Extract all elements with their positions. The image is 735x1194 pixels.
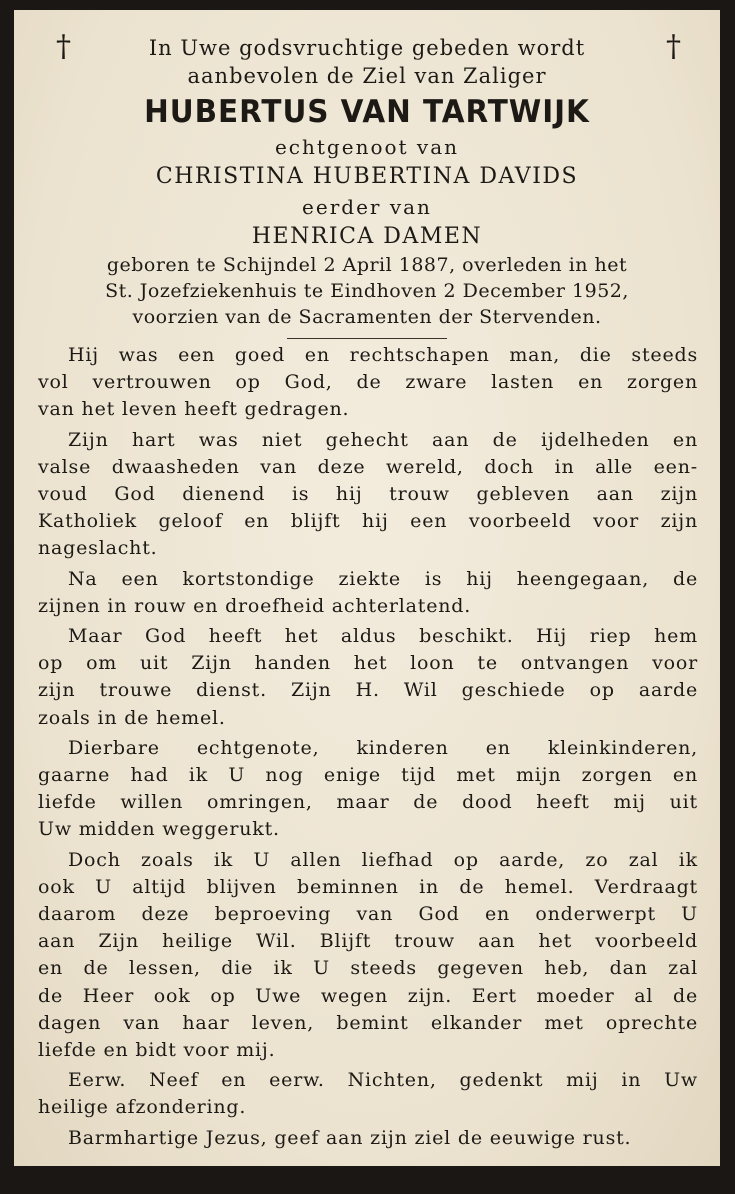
spouse-name: CHRISTINA HUBERTINA DAVIDS: [155, 164, 579, 189]
text-line: en de lessen, die ik U steeds gegeven heb, dan zal: [38, 957, 698, 980]
divider: [287, 338, 447, 339]
cross-left-icon: †: [56, 29, 71, 64]
text-line: Hij was een goed en rechtschapen man, die steeds: [68, 344, 698, 366]
text-line: heilige afzondering.: [38, 1096, 247, 1119]
intro-line: aanbevolen de Ziel van Zaliger: [187, 64, 547, 88]
intro-line: In Uwe godsvruchtige gebeden wordt: [148, 36, 586, 60]
spouse-label: echtgenoot van: [274, 135, 460, 159]
text-line: Dierbare echtgenote, kinderen en kleinkinderen,: [68, 736, 698, 759]
text-line: Katholiek geloof en blijft hij een voorbeeld voor zijn: [38, 510, 698, 533]
text-line: zijn trouwe dienst. Zijn H. Wil geschiede op aarde: [38, 679, 698, 702]
deceased-name: HUBERTUS VAN TARTWIJK: [144, 94, 590, 130]
text-line: liefde willen omringen, maar de dood heeft mij uit: [38, 791, 698, 814]
paragraph: [38, 1125, 698, 1152]
text-line: vol vertrouwen op God, de zware lasten en zorgen: [38, 371, 698, 394]
paragraph: [38, 735, 698, 844]
text-line: voud God dienend is hij trouw gebleven aan zijn: [38, 483, 698, 506]
text-line: zijnen in rouw en droefheid achterlatend.: [38, 594, 472, 617]
cross-right-icon: †: [666, 29, 681, 64]
text-line: zoals in de hemel.: [38, 706, 226, 729]
card-header: [14, 29, 720, 339]
text-line: dagen van haar leven, bemint elkander met oprechte: [38, 1011, 698, 1034]
closing-prayer: Barmhartige Jezus, geef aan zijn ziel de eeuwige rust.: [68, 1126, 632, 1149]
text-line: daarom deze beproeving van God en onderwerpt U: [38, 903, 698, 926]
text-line: gaarne had ik U nog enige tijd met mijn zorgen en: [38, 764, 698, 787]
former-spouse-label: eerder van: [302, 195, 432, 219]
text-line: Uw midden weggerukt.: [38, 818, 280, 841]
sacraments-line: voorzien van de Sacramenten der Stervenden.: [132, 306, 602, 328]
text-line: nageslacht.: [38, 537, 158, 560]
text-line: Zijn hart was niet gehecht aan de ijdelheden en: [68, 428, 698, 451]
memorial-card: [14, 10, 720, 1166]
text-line: ook U altijd blijven beminnen in de hemel. Verdraagt: [38, 875, 698, 898]
text-line: Maar God heeft het aldus beschikt. Hij riep hem: [68, 625, 698, 648]
text-line: liefde en bidt voor mij.: [38, 1039, 276, 1062]
former-spouse-name: HENRICA DAMEN: [251, 224, 483, 249]
birth-death-line: geboren te Schijndel 2 April 1887, overleden in het: [106, 254, 628, 276]
text-line: de Heer ook op Uwe wegen zijn. Eert moeder al de: [38, 984, 698, 1007]
text-line: aan Zijn heilige Wil. Blijft trouw aan het voorbeeld: [38, 930, 698, 953]
text-line: op om uit Zijn handen het loon te ontvangen voor: [38, 652, 698, 675]
text-line: van het leven heeft gedragen.: [38, 398, 350, 421]
paragraph: [38, 566, 698, 620]
paragraph: [38, 847, 698, 1065]
text-line: valse dwaasheden van deze wereld, doch in alle een-: [38, 455, 698, 478]
birth-death-line: St. Jozefziekenhuis te Eindhoven 2 December 1952,: [105, 280, 629, 302]
text-line: Doch zoals ik U allen liefhad op aarde, zo zal ik: [68, 848, 698, 871]
text-line: Na een kortstondige ziekte is hij heengegaan, de: [68, 567, 698, 590]
paragraph: [38, 1067, 698, 1121]
paragraph: [38, 342, 698, 424]
paragraph: [38, 623, 698, 732]
card-body: [38, 342, 698, 1155]
text-line: Eerw. Neef en eerw. Nichten, gedenkt mij in Uw: [68, 1069, 698, 1092]
paragraph: [38, 427, 698, 563]
